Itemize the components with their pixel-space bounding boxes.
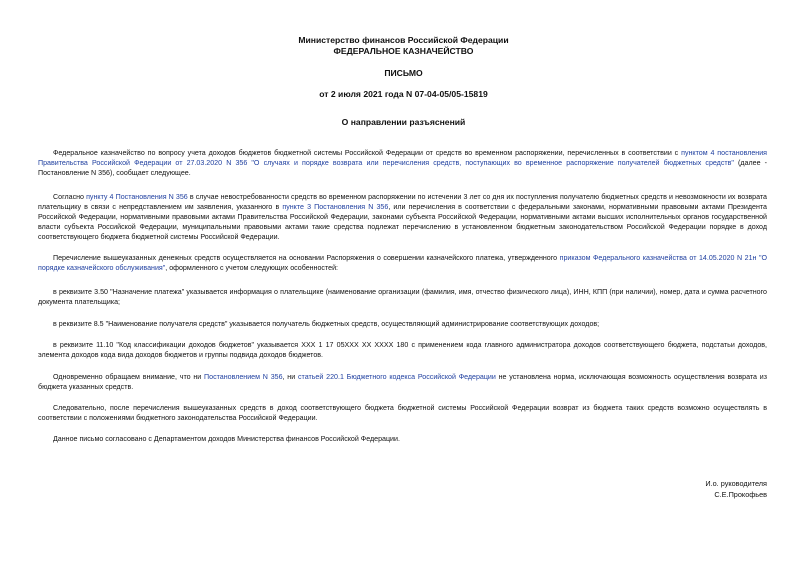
paragraph-1: [38, 148, 767, 178]
document-date-number: от 2 июля 2021 года N 07-04-05/05-15819: [319, 89, 488, 99]
link-budget-code-article-220-1[interactable]: статьей 220.1 Бюджетного кодекса Российской Федерации: [297, 373, 496, 381]
paragraph-6-text: в реквизите 11.10 "Код классификации доходов бюджетов" указывается XXX 1 17 05XXX XX XXXX 180 с применением кода главного администратора доходов соответствующего бюджета, подстатьи доходов, элемента доходов кода вида доходов бюджетов и группы подвида доходов бюджетов.: [38, 341, 767, 359]
link-point-3-resolution[interactable]: пункте 3 Постановления N 356: [282, 203, 389, 211]
link-resolution-356-point-4[interactable]: пунктом 4 постановления Правительства Российской Федерации от 27.03.2020 N 356 "О случаях и порядке возврата или перечисления средств, поступающих во временное распоряжение получателей бюджетных средств": [38, 149, 767, 167]
document-type: ПИСЬМО: [384, 68, 423, 78]
paragraph-1-text-a: Федеральное казначейство по вопросу учета доходов бюджетов бюджетной системы Российской Федерации от средств во временном распоряжении, перечисленных в соответствии с: [53, 149, 682, 157]
paragraph-1-text-b: (далее - Постановление N 356), сообщает следующее.: [38, 159, 767, 177]
paragraph-7: [38, 372, 767, 392]
paragraph-7-text-a: Одновременно обращаем внимание, что ни: [53, 373, 205, 381]
paragraph-3-text-b: , оформленного с учетом следующих особенностей:: [165, 264, 339, 272]
document-subject: О направлении разъяснений: [341, 117, 466, 127]
paragraph-8: [38, 403, 767, 423]
paragraph-3: [38, 253, 767, 273]
paragraph-3-text-a: Перечисление вышеуказанных денежных средств осуществляется на основании Распоряжения о совершении казначейского платежа, утвержденного: [53, 254, 560, 262]
paragraph-4: [38, 287, 767, 307]
paragraph-2: [38, 192, 767, 242]
paragraph-2-text-b: в случае невостребованности средств во временном распоряжении по истечении 3 лет со дня их поступления получателю бюджетных средств и невозможности их возврата плательщику в связи с непредставлением им заявления, указанного в: [38, 193, 767, 211]
paragraph-6: [38, 340, 767, 360]
link-resolution-356[interactable]: Постановлением N 356: [204, 373, 283, 381]
paragraph-7-text-b: , ни: [282, 373, 298, 381]
signatory-position: И.о. руководителя: [705, 479, 767, 488]
signatory-name: С.Е.Прокофьев: [714, 490, 767, 499]
paragraph-7-text-c: не установлена норма, исключающая возможность осуществления возврата из бюджета указанных средств.: [38, 373, 767, 391]
paragraph-4-text: в реквизите 3.50 "Назначение платежа" указывается информация о плательщике (наименование организации (фамилия, имя, отчество физического лица), ИНН, КПП (при наличии), номер, дата и сумма расчетного документа плательщика;: [38, 288, 767, 306]
paragraph-9-text: Данное письмо согласовано с Департаментом доходов Министерства финансов Российской Федерации.: [53, 435, 400, 443]
paragraph-8-text: Следовательно, после перечисления вышеуказанных средств в доход соответствующего бюджета бюджетной системы Российской Федерации возврат из бюджета таких средств возможно осуществлять в соответствии с положениями бюджетного законодательства Российской Федерации.: [38, 404, 767, 422]
paragraph-9: [38, 434, 767, 444]
link-order-21n[interactable]: приказом Федерального казначейства от 14.05.2020 N 21н "О порядке казначейского обслуживания": [38, 254, 767, 272]
paragraph-2-text-c: , или перечисления в соответствии с федеральными законами, нормативными правовыми актами Президента Российской Федерации, нормативными правовыми актами Правительства Российской Федерации, законами субъекта Российской Федерации, нормативными актами высших исполнительных органов государственной власти субъекта Российской Федерации, муниципальными правовыми актами такие средства подлежат перечислению в установленном бюджетным законодательством Российской Федерации порядке в доход соответствующего бюджета бюджетной системы Российской Федерации.: [38, 203, 767, 241]
ministry-name: Министерство финансов Российской Федерации: [298, 35, 509, 45]
paragraph-5: [38, 319, 767, 329]
paragraph-5-text: в реквизите 8.5 "Наименование получателя средств" указывается получатель бюджетных средств, осуществляющий администрирование соответствующих доходов;: [53, 320, 600, 328]
agency-name: ФЕДЕРАЛЬНОЕ КАЗНАЧЕЙСТВО: [333, 46, 474, 56]
paragraph-2-text-a: Согласно: [53, 193, 87, 201]
link-point-4-resolution[interactable]: пункту 4 Постановления N 356: [86, 193, 188, 201]
